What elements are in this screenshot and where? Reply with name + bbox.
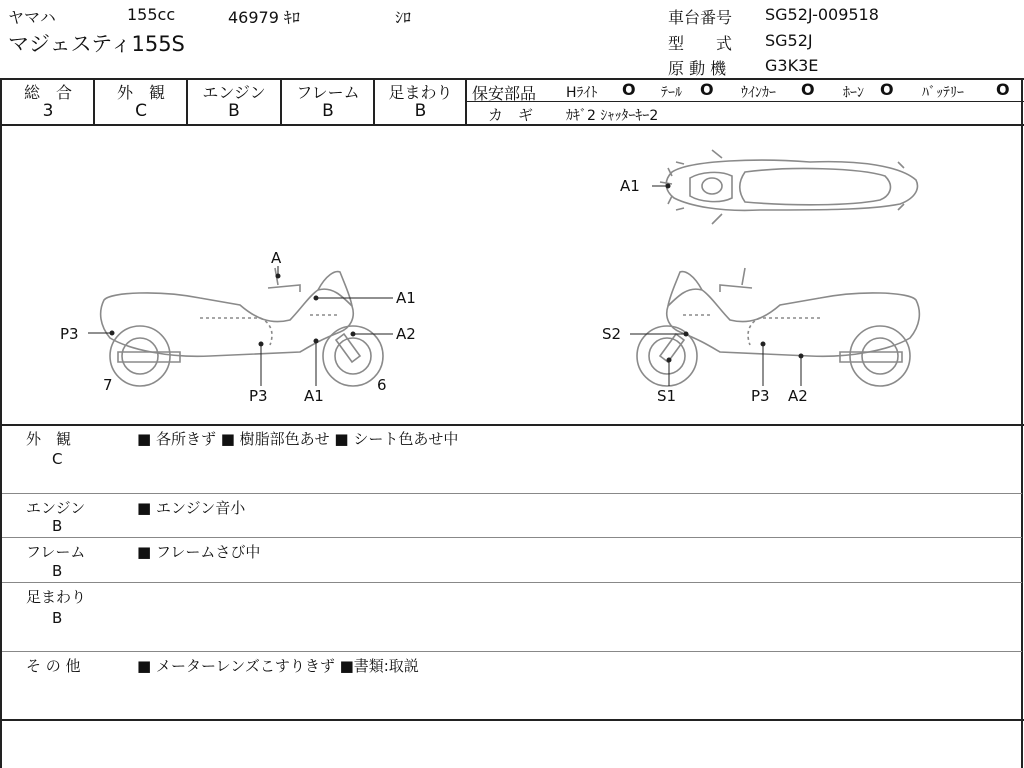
remark-grade-suspension: B (52, 609, 63, 627)
scooter-left-side-view (101, 268, 383, 386)
grade-engine-value: B (228, 101, 240, 121)
mileage: 46979 ｷﾛ (228, 8, 300, 27)
safety-mark-tail: O (700, 80, 714, 99)
safety-item-tail: ﾃｰﾙ (661, 85, 682, 101)
model-code-value: SG52J (765, 31, 813, 50)
safety-item-horn: ﾎｰﾝ (843, 85, 864, 101)
scooter-top-view (660, 150, 917, 224)
divider (2, 651, 1022, 652)
model-name: マジェスティ155S (8, 32, 185, 56)
grade-frame-label: フレーム (296, 83, 360, 102)
safety-item-winker: ｳｲﾝｶｰ (741, 85, 776, 101)
safety-item-battery: ﾊﾞｯﾃﾘｰ (922, 85, 964, 101)
safety-label: 保安部品 (472, 84, 537, 103)
label-left-a1-bottom: A1 (304, 387, 324, 405)
grade-engine-label: エンジン (202, 83, 266, 102)
label-left-a: A (271, 249, 282, 267)
grade-overall-value: 3 (42, 101, 54, 121)
remark-notes-other: ■ メーターレンズこすりきず ■書類:取説 (137, 657, 419, 675)
remark-category-engine: エンジン (26, 499, 86, 517)
key-value: ｶｷﾞ2 ｼｬｯﾀｰｷｰ2 (566, 108, 659, 124)
divider (0, 719, 1024, 721)
label-left-p3-bottom: P3 (249, 387, 268, 405)
frame-number-value: SG52J-009518 (765, 5, 879, 24)
remark-notes-engine: ■ エンジン音小 (137, 499, 246, 517)
divider (2, 493, 1022, 494)
label-left-a2: A2 (396, 325, 416, 343)
divider (2, 582, 1022, 583)
color: ｼﾛ (395, 8, 412, 27)
frame-number-label: 車台番号 (668, 8, 733, 27)
remark-category-suspension: 足まわり (26, 588, 87, 606)
grade-overall-label: 総 合 (23, 83, 72, 102)
safety-mark-winker: O (801, 80, 815, 99)
maker: ヤマハ (8, 8, 56, 27)
remark-grade-exterior: C (52, 450, 63, 468)
scooter-right-side-view (637, 268, 919, 386)
label-right-p3: P3 (751, 387, 770, 405)
model-code-label: 型 式 (668, 34, 733, 53)
label-left-7: 7 (103, 376, 113, 394)
remark-grade-engine: B (52, 517, 63, 535)
safety-mark-horn: O (880, 80, 894, 99)
grade-suspension-label: 足まわり (388, 83, 453, 102)
grade-exterior-label: 外 観 (116, 83, 165, 102)
label-right-s1: S1 (657, 387, 677, 405)
grade-frame-value: B (322, 101, 334, 121)
remark-notes-frame: ■ フレームさび中 (137, 543, 261, 561)
label-left-p3: P3 (60, 325, 79, 343)
remark-category-other: そ の 他 (26, 657, 81, 675)
grade-exterior-value: C (135, 101, 147, 121)
label-right-a2: A2 (788, 387, 808, 405)
label-top-a1: A1 (620, 177, 640, 195)
condition-diagram (0, 126, 1024, 424)
remark-notes-exterior: ■ 各所きず ■ 樹脂部色あせ ■ シート色あせ中 (137, 430, 459, 448)
label-left-a1-upper: A1 (396, 289, 416, 307)
divider (0, 424, 1024, 426)
engine-value: G3K3E (765, 56, 819, 75)
label-left-6: 6 (377, 376, 387, 394)
safety-mark-headlight: O (622, 80, 636, 99)
divider (2, 537, 1022, 538)
displacement: 155cc (127, 5, 176, 24)
grade-suspension-value: B (414, 101, 427, 121)
remark-grade-frame: B (52, 562, 63, 580)
safety-mark-battery: O (996, 80, 1010, 99)
safety-item-headlight: Hﾗｲﾄ (566, 85, 598, 101)
label-right-s2: S2 (602, 325, 622, 343)
remark-category-exterior: 外 観 (26, 430, 72, 448)
key-label: カ ギ (488, 106, 534, 124)
engine-label: 原 動 機 (668, 59, 727, 78)
remark-category-frame: フレーム (26, 543, 86, 561)
